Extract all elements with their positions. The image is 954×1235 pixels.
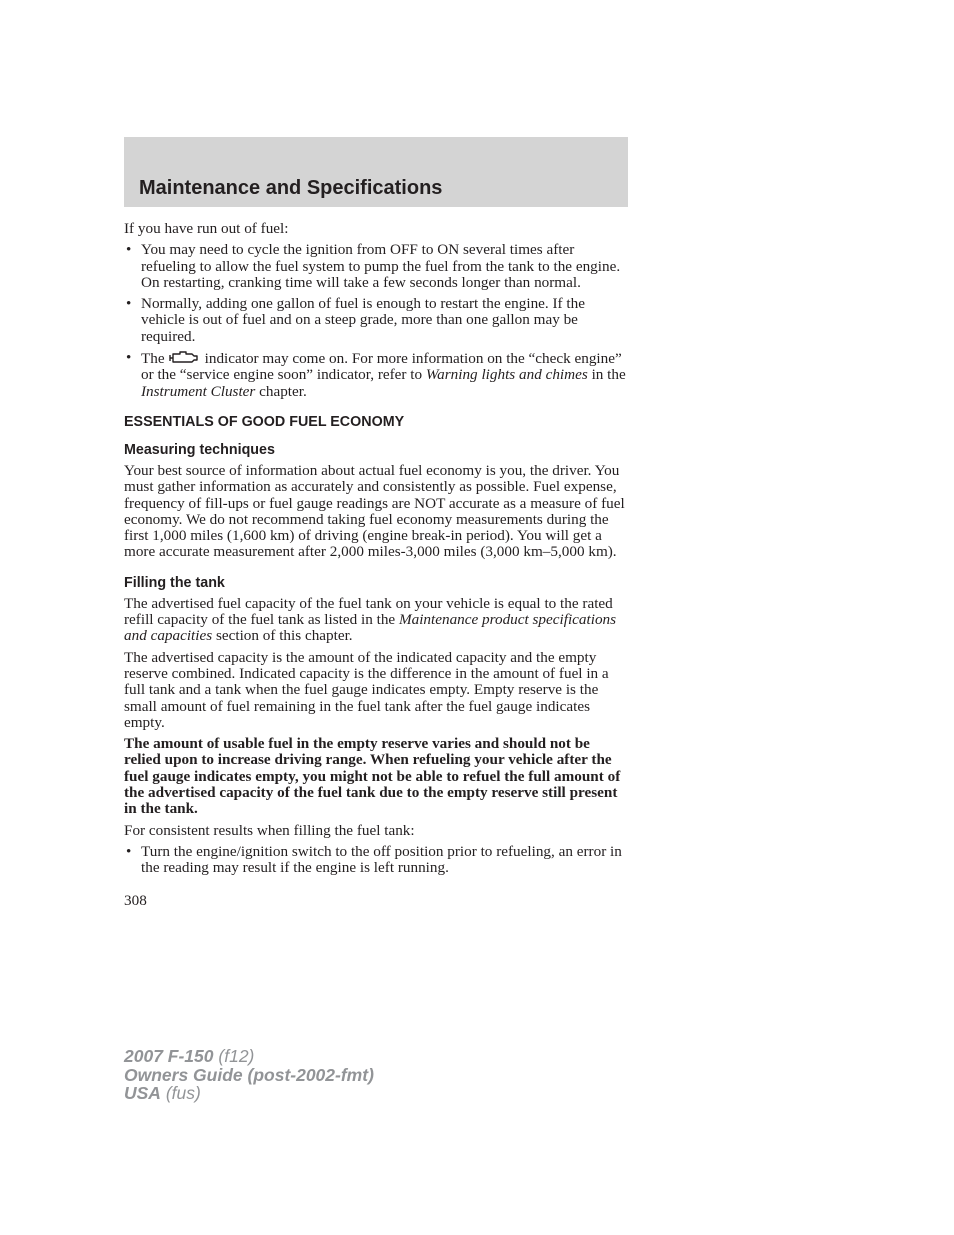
- list-item: • Turn the engine/ignition switch to the off position prior to refueling, an error in the reading may result if the engine is left running.: [126, 842, 622, 877]
- footer: [124, 1047, 374, 1103]
- filling-paragraph: The advertised capacity is the amount of the indicated capacity and the empty reserve combined. Indicated capacity is the difference in the amount of fuel in a full tank and a tank when the fuel gauge indicates empty. Empty reserve is the small amount of fuel remaining in the fuel tank after the fuel gauge indicates empty.: [124, 648, 609, 731]
- filling-paragraph: For consistent results when filling the fuel tank:: [124, 821, 415, 839]
- bullet-icon: •: [126, 349, 132, 367]
- footer-line: USA (fus): [124, 1083, 201, 1103]
- list-item: • The indicator may come on. For more information on the “check engine” or the “service engine soon” indicator, refer to Warning lights and chimes in the Instrument Cluster chapter.: [126, 349, 626, 400]
- bullet-icon: •: [126, 295, 132, 313]
- intro-text: If you have run out of fuel:: [124, 220, 289, 237]
- bullet-icon: •: [126, 842, 132, 860]
- main-content: [124, 221, 630, 909]
- bullet-icon: •: [126, 241, 132, 259]
- filling-list: [124, 844, 630, 877]
- footer-line: Owners Guide (post-2002-fmt): [124, 1064, 374, 1085]
- reference-link: Maintenance product specifications and capacities: [124, 611, 617, 645]
- footer-line: 2007 F-150 (f12): [124, 1046, 255, 1066]
- subheading-filling: Filling the tank: [124, 574, 225, 591]
- list-item: • Normally, adding one gallon of fuel is enough to restart the engine. If the vehicle is out of fuel and on a steep grade, more than one gallon may be required.: [126, 295, 585, 345]
- reference-link: Instrument Cluster: [141, 382, 256, 400]
- measuring-body: Your best source of information about actual fuel economy is you, the driver. You must gather information as accurately and consistently as possible. Fuel expense, frequency of fill-ups or fuel gauge readings are NOT accurate as a measure of fuel economy. We do not recommend taking fuel economy measurements during the first 1,000 miles (1,600 km) of driving (engine break-in period). You will get a more accurate measurement after 2,000 miles-3,000 miles (3,000 km–5,000 km).: [124, 461, 625, 561]
- section-heading: ESSENTIALS OF GOOD FUEL ECONOMY: [124, 413, 405, 430]
- subheading-measuring: Measuring techniques: [124, 441, 275, 458]
- page-title: Maintenance and Specifications: [139, 177, 443, 199]
- header-band: [124, 137, 628, 207]
- list-item: • You may need to cycle the ignition from OFF to ON several times after refueling to allow the fuel system to pump the fuel from the tank to the engine. On restarting, cranking time will take a few seconds longer than normal.: [126, 241, 621, 291]
- fuel-out-list: [124, 242, 630, 400]
- reference-link: Warning lights and chimes: [425, 366, 588, 384]
- filling-paragraph: The advertised fuel capacity of the fuel tank on your vehicle is equal to the rated refill capacity of the fuel tank as listed in the Maintenance product specifications and capacities section of this chapter.: [124, 594, 617, 645]
- warning-text: The amount of usable fuel in the empty reserve varies and should not be relied upon to increase driving range. When refueling your vehicle after the fuel gauge indicates empty, you might not be able to refuel the full amount of the advertised capacity of the fuel tank due to the empty reserve still present in the tank.: [124, 735, 621, 818]
- check-engine-icon: [167, 350, 201, 366]
- page-number: 308: [124, 891, 147, 909]
